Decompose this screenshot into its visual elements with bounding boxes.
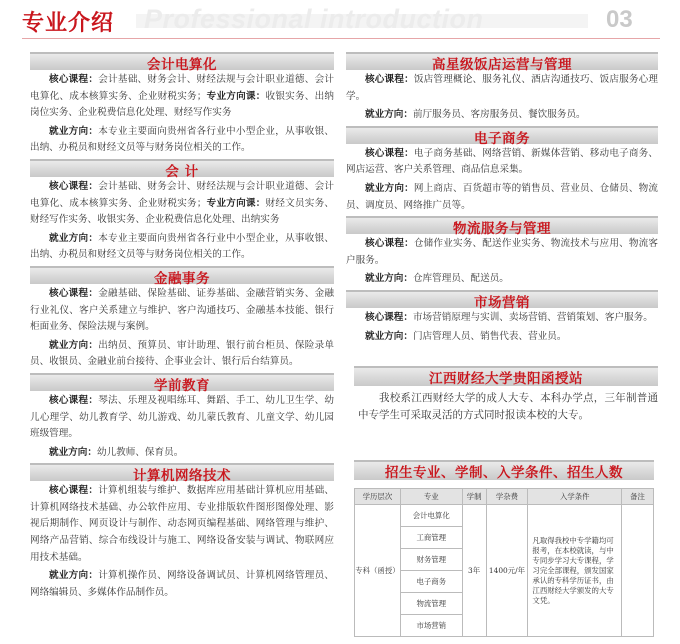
recruit-section [354, 460, 654, 480]
section-paragraph [30, 177, 334, 229]
page-title-english: Professional introduction [144, 4, 484, 34]
paragraph-text: 本专业主要面向贵州省各行业中小型企业，从事收银、出纳、办税员和财经文员等与财务岗位相关的工作。 [30, 232, 335, 261]
paragraph-label: 专业方向课： [206, 90, 266, 102]
table-header-cell: 入学条件 [528, 489, 622, 505]
section-title-bar [30, 373, 334, 394]
paragraph-text: 饭店管理概论、服务礼仪、酒店沟通技巧、饭店服务心理学。 [346, 74, 659, 102]
recruit-title-bar [354, 460, 654, 480]
paragraph-label: 核心课程： [365, 238, 414, 250]
section-title-bar [30, 463, 334, 485]
section-title: 市场营销 [474, 294, 530, 311]
paragraph-text: 网上商店、百货超市等的销售员、营业员、仓储员、物流员、调度员、网络推广员等。 [346, 182, 659, 211]
paragraph-text: 门店管理人员、销售代表、营业员。 [412, 330, 567, 342]
section-title: 物流服务与管理 [453, 221, 551, 238]
paragraph-text: 金融基础、保险基础、证券基础、金融营销实务、金融行业礼仪、客户关系建立与维护、客户沟通技巧、金融基本技能、银行柜面业务、保险法规与案例。 [30, 287, 335, 333]
section-paragraph [30, 336, 334, 371]
section-paragraph [346, 269, 658, 288]
level-cell: 专科（函授） [355, 505, 401, 637]
gaozhan-title: 江西财经大学贵阳函授站 [429, 371, 583, 387]
paragraph-label: 就业方向： [365, 330, 413, 342]
major-cell: 财务管理 [400, 549, 462, 571]
section-paragraph [346, 234, 658, 269]
page-title: 专业介绍 [22, 11, 115, 36]
table-header-row [355, 489, 654, 505]
recruit-table-wrap [354, 488, 654, 637]
section-title: 计算机网络技术 [133, 468, 231, 485]
gaozhan-section [354, 366, 658, 424]
paragraph-label: 就业方向： [365, 182, 414, 194]
major-cell: 电子商务 [400, 571, 462, 593]
table-header-cell: 学制 [462, 489, 486, 505]
section-title: 会 计 [165, 163, 199, 180]
paragraph-label: 核心课程： [365, 147, 414, 159]
section-paragraph [30, 481, 334, 566]
note-cell [622, 505, 654, 637]
section-paragraph [30, 122, 334, 157]
section-title: 学前教育 [154, 377, 210, 394]
section-paragraph [30, 566, 334, 601]
section-title-bar [346, 126, 658, 147]
table-header-cell: 专业 [400, 489, 462, 505]
section-paragraph [346, 144, 658, 179]
paragraph-label: 就业方向： [49, 570, 99, 582]
paragraph-text: 电子商务基础、网络营销、新媒体营销、移动电子商务、网店运营、客户关系管理、商品信息采集。 [346, 147, 659, 176]
section-paragraph [346, 327, 658, 346]
section-title-bar [30, 159, 334, 180]
section-title-bar [346, 216, 658, 238]
paragraph-text: 出纳员、预算员、审计助理、银行前台柜员、保险录单员、收银员、金融业前台接待、企事业会计、银行后台结算员。 [30, 339, 335, 368]
section-title-bar [346, 290, 658, 311]
paragraph-label: 就业方向： [365, 109, 413, 121]
gaozhan-intro: 我校系江西财经大学的成人大专、本科办学点，三年制普通中专学生可采取灵活的方式同时报读本校的大专。 [358, 392, 658, 421]
paragraph-label: 核心课程： [365, 311, 413, 323]
table-header-cell: 学杂费 [486, 489, 528, 505]
paragraph-label: 就业方向： [49, 125, 99, 137]
right-column [346, 52, 658, 347]
section-title: 会计电算化 [147, 57, 217, 73]
page-number: 03 [606, 6, 633, 33]
table-row [355, 505, 654, 527]
left-column [30, 52, 334, 603]
section-paragraph [30, 229, 334, 264]
paragraph-text: 计算机操作员、网络设备调试员、计算机网络管理员、网络编辑员、多媒体作品制作员。 [30, 570, 335, 598]
paragraph-label: 就业方向： [49, 232, 99, 244]
paragraph-text: 幼儿教师、保育员。 [96, 446, 184, 458]
condition-cell: 凡取得我校中专学籍均可报考，在本校就读，与中专同步学习大专课程，学习完全部课程，颁发国家承认的专科学历证书，由江西财经大学颁发的大专文凭。 [528, 505, 622, 637]
section-title: 电子商务 [474, 130, 530, 147]
recruit-table [354, 488, 654, 637]
paragraph-text: 市场营销原理与实训、卖场营销、营销策划、客户服务。 [412, 311, 653, 323]
table-header-cell: 学历层次 [355, 489, 401, 505]
major-cell: 会计电算化 [400, 505, 462, 527]
page-header [0, 0, 680, 40]
major-cell: 市场营销 [400, 615, 462, 637]
section-spacer [30, 601, 334, 603]
paragraph-label: 核心课程： [49, 394, 99, 406]
paragraph-text: 计算机组装与维护、数据库应用基础计算机应用基础、计算机网络技术基础、办公软件应用、专业排版软件图形图像处理、影视后期制作、网页设计与制作、动态网页编程基础、网络管理与维护、网络产品营销、综合布线设计与施工、网络设备安装与调试、物联网应用技术基础。 [30, 485, 335, 563]
major-cell: 工商管理 [400, 527, 462, 549]
section-paragraph [346, 105, 658, 124]
paragraph-label: 专业方向课： [206, 197, 266, 209]
paragraph-text: 财经文员实务、财经写作实务、收银实务、企业税费信息化处理、出纳实务 [30, 197, 335, 226]
section-paragraph [346, 70, 658, 105]
paragraph-text: 会计基础、财务会计、财经法规与会计职业道德、会计电算化、成本核算实务、企业财税实务； [30, 180, 335, 209]
section-title-bar [30, 266, 334, 287]
section-title: 高星级饭店运营与管理 [432, 57, 572, 73]
section-paragraph [30, 70, 334, 122]
paragraph-text: 仓储作业实务、配送作业实务、物流技术与应用、物流客户服务。 [346, 238, 659, 266]
recruit-title: 招生专业、学制、入学条件、招生人数 [385, 465, 623, 481]
paragraph-label: 就业方向： [49, 339, 99, 351]
fee-cell: 1400元/年 [486, 505, 528, 637]
paragraph-text: 收银实务、出纳岗位实务、企业税费信息化处理、财经写作实务 [30, 90, 335, 119]
paragraph-label: 核心课程： [49, 287, 99, 299]
section-paragraph [30, 443, 334, 462]
section-title-bar [30, 52, 334, 73]
header-divider [22, 38, 660, 39]
paragraph-text: 琴法、乐理及视唱练耳、舞蹈、手工、幼儿卫生学、幼儿心理学、幼儿教育学、幼儿游戏、幼儿蒙氏教育、儿童文学、幼儿园班级管理。 [30, 394, 335, 440]
paragraph-text: 仓库管理员、配送员。 [412, 273, 509, 285]
paragraph-text: 前厅服务员、客房服务员、餐饮服务员。 [412, 109, 586, 121]
section-title-bar [346, 52, 658, 73]
table-header-cell: 备注 [622, 489, 654, 505]
section-paragraph [30, 284, 334, 336]
section-spacer [346, 345, 658, 347]
paragraph-label: 核心课程： [49, 180, 99, 192]
paragraph-label: 核心课程： [49, 74, 99, 85]
years-cell: 3年 [462, 505, 486, 637]
gaozhan-title-bar [354, 366, 658, 386]
paragraph-text: 本专业主要面向贵州省各行业中小型企业，从事收银、出纳、办税员和财经文员等与财务岗位相关的工作。 [30, 125, 335, 154]
paragraph-label: 就业方向： [49, 446, 97, 458]
paragraph-label: 核心课程： [49, 485, 99, 497]
section-paragraph [346, 308, 658, 327]
paragraph-label: 就业方向： [365, 273, 413, 285]
section-paragraph [30, 391, 334, 443]
paragraph-label: 核心课程： [365, 74, 414, 85]
paragraph-text: 会计基础、财务会计、财经法规与会计职业道德、会计电算化、成本核算实务、企业财税实务； [30, 74, 335, 102]
section-title: 金融事务 [154, 270, 210, 287]
section-paragraph [346, 179, 658, 214]
major-cell: 物流管理 [400, 593, 462, 615]
